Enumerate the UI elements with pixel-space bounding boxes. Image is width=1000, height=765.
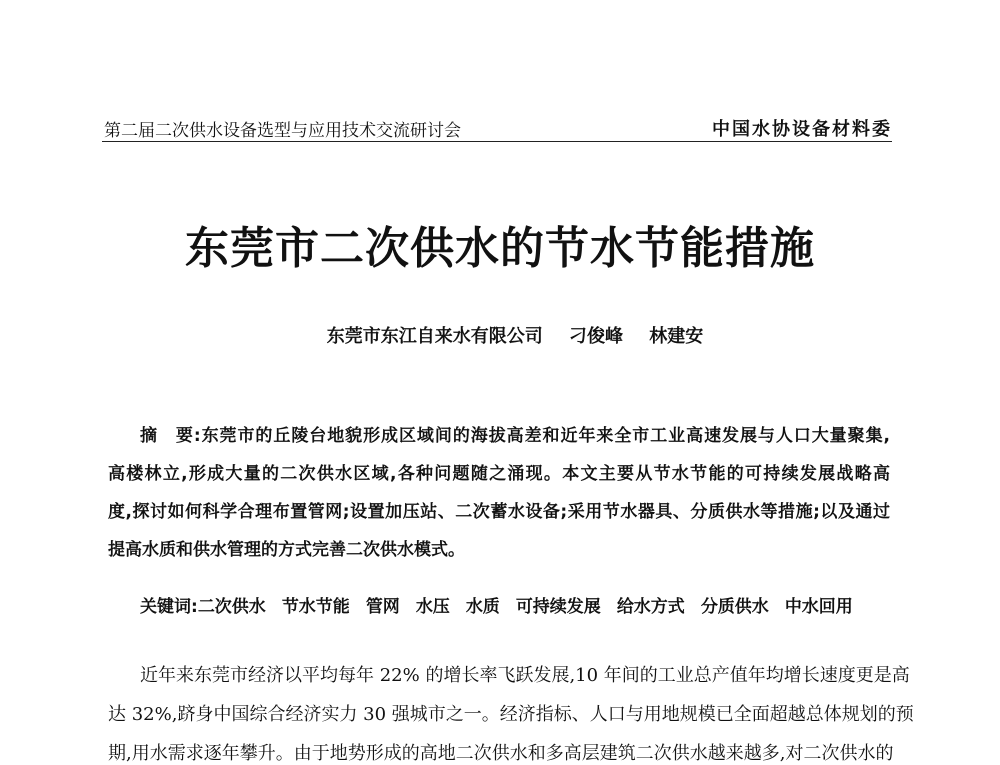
body-text-line: 期,用水需求逐年攀升。由于地势形成的高地二次供水和多高层建筑二次供水越来越多,对二次供水的 <box>108 743 894 764</box>
keyword: 管网 <box>365 597 400 617</box>
body-text-line: 达 32%,跻身中国综合经济实力 30 强城市之一。经济指标、人口与用地规模已全面超越总体规划的预 <box>108 704 914 725</box>
abstract-line: 摘 要:东莞市的丘陵台地貌形成区域间的海拔高差和近年来全市工业高速发展与人口大量聚集, <box>140 426 890 446</box>
keyword: 水压 <box>415 597 450 617</box>
organizer-name: 中国水协设备材料委 <box>712 119 892 140</box>
abstract-line: 度,探讨如何科学合理布置管网;设置加压站、二次蓄水设备;采用节水器具、分质供水等措施;以及通过 <box>108 502 890 522</box>
keyword: 中水回用 <box>784 597 853 617</box>
keywords-label: 关键词: <box>140 597 198 617</box>
conference-name: 第二届二次供水设备选型与应用技术交流研讨会 <box>104 121 461 141</box>
keywords <box>140 592 869 617</box>
author-name: 刁俊峰 <box>569 326 623 347</box>
keyword: 分质供水 <box>700 597 769 617</box>
author-line <box>0 322 1000 348</box>
keyword: 节水节能 <box>281 597 350 617</box>
keyword: 可持续发展 <box>515 597 601 617</box>
paper-title: 东莞市二次供水的节水节能措施 <box>185 223 815 274</box>
abstract-line: 提高水质和供水管理的方式完善二次供水模式。 <box>108 540 465 560</box>
affiliation: 东莞市东江自来水有限公司 <box>326 326 543 347</box>
author-name: 林建安 <box>649 326 704 347</box>
keyword: 水质 <box>465 597 500 617</box>
abstract-line: 高楼林立,形成大量的二次供水区域,各种问题随之涌现。本文主要从节水节能的可持续发展战略高 <box>108 464 890 484</box>
body-text-line: 近年来东莞市经济以平均每年 22% 的增长率飞跃发展,10 年间的工业总产值年均增长速度更是高 <box>140 665 910 686</box>
abstract-label: 摘 要: <box>140 426 201 446</box>
header-divider <box>102 141 892 142</box>
keyword: 给水方式 <box>616 597 685 617</box>
keyword: 二次供水 <box>197 597 266 617</box>
